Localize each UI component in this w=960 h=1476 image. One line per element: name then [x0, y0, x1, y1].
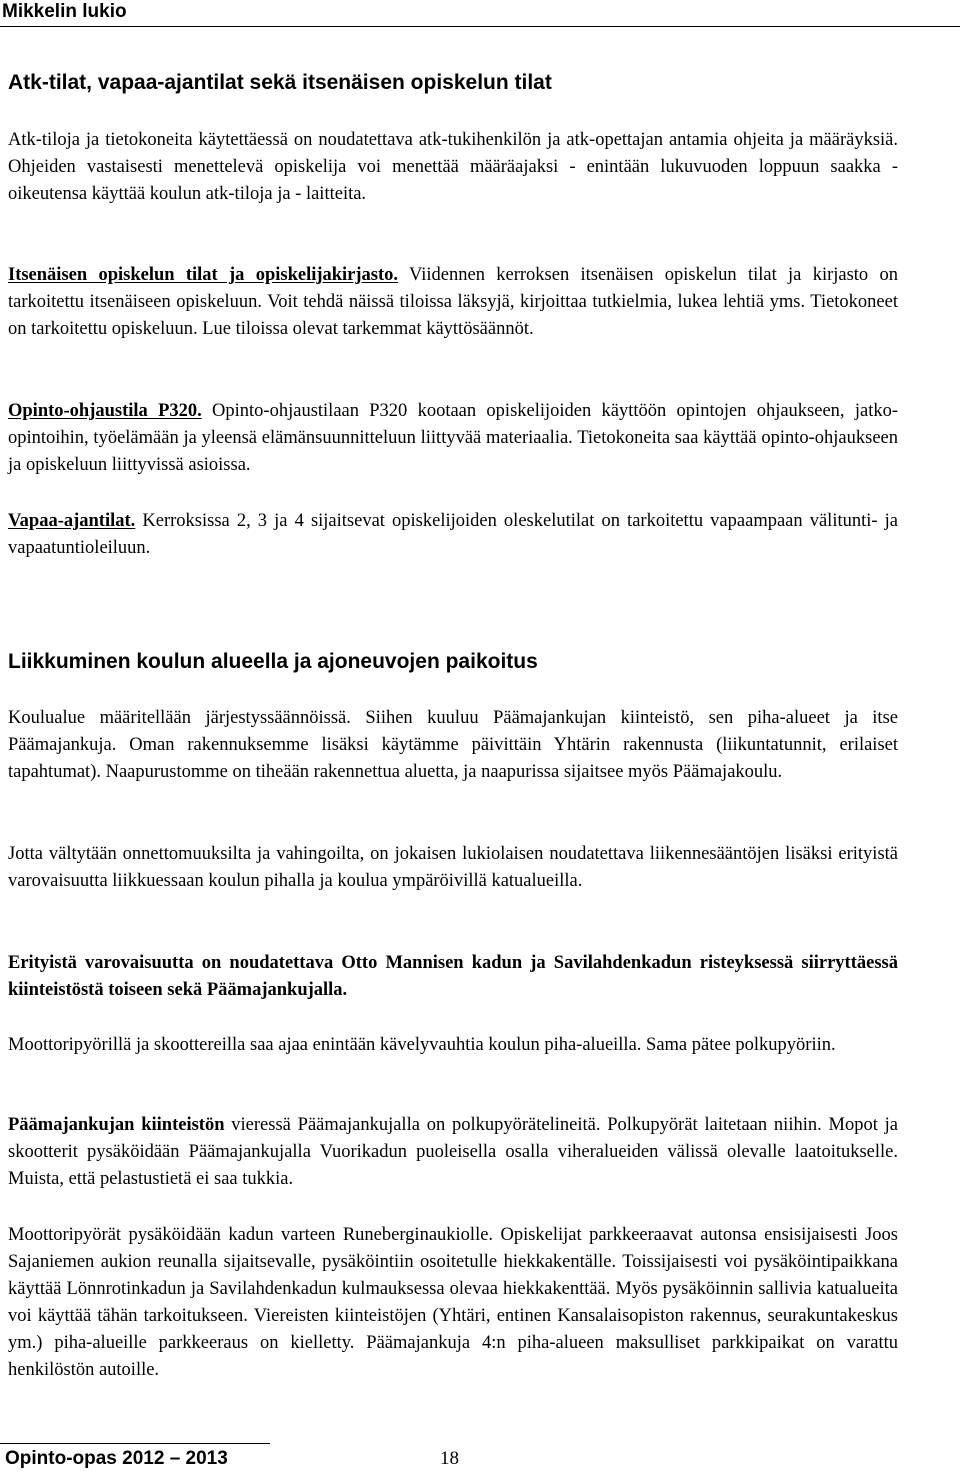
- paragraph-text: Jotta vältytään onnettomuuksilta ja vahingoilta, on jokaisen lukiolaisen noudatettava liikennesääntöjen lisäksi erityistä varovaisuutta liikkuessaan koulun pihalla ja koulua ympäröivillä katualueilla.: [8, 844, 898, 891]
- header-title: Mikkelin lukio: [2, 1, 127, 22]
- section-title-liikkuminen: Liikkuminen koulun alueella ja ajoneuvojen paikoitus: [8, 650, 538, 673]
- running-header: [0, 0, 127, 24]
- paragraph-text: Moottoripyörät pysäköidään kadun varteen Runeberginaukiolle. Opiskelijat parkkeeraavat autonsa ensisijaisesti Joos Sajaniemen aukion reunalla sijaitsevalle, pysäköintiin osoitetulle hiekkakentälle. Toissijaisesti voi pysäköintipaikkana käyttää Lönnrotinkadun ja Savilahdenkadun kulmauksessa olevaa hiekkakenttää. Myös pysäköinnin sallivia katualueita voi käyttää tähän tarkoitukseen. Viereisten kiinteistöjen (Yhtäri, entinen Kansalaisopiston rakennus, seurakuntakeskus ym.) piha-alueille parkkeeraus on kielletty. Päämajankuja 4:n piha-alueen maksulliset parkkipaikat on varattu henkilöstön autoille.: [8, 1225, 898, 1380]
- paragraph-bicycle-parking: [8, 1112, 898, 1193]
- paragraph-independent-study: [8, 262, 898, 343]
- paragraph-motorcycles: [8, 1032, 898, 1059]
- paragraph-text: Erityistä varovaisuutta on noudatettava Otto Mannisen kadun ja Savilahdenkadun risteyksessä siirryttäessä kiinteistöstä toiseen sekä Päämajankujalla.: [8, 953, 898, 1000]
- paragraph-school-area: [8, 705, 898, 786]
- paragraph-heading: Vapaa-ajantilat.: [8, 511, 136, 531]
- section-title-atk-tilat: Atk-tilat, vapaa-ajantilat sekä itsenäisen opiskelun tilat: [8, 71, 552, 94]
- paragraph-text: vieressä Päämajankujalla on polkupyörätelineitä. Polkupyörät laitetaan niihin. Mopot ja skootterit pysäköidään Päämajankujalla Vuorikadun puoleisella osalla viheralueiden välissä olevalle laatoitukselle. Muista, että pelastustietä ei saa tukkia.: [8, 1115, 898, 1189]
- page-number: 18: [440, 1448, 459, 1469]
- paragraph-atk-rules: [8, 127, 898, 208]
- paragraph-heading: Opinto-ohjaustila P320.: [8, 401, 202, 421]
- paragraph-car-parking: [8, 1222, 898, 1384]
- paragraph-text: Atk-tiloja ja tietokoneita käytettäessä on noudatettava atk-tukihenkilön ja atk-opettajan antamia ohjeita ja määräyksiä. Ohjeiden vastaisesti menettelevä opiskelija voi menettää määräajaksi - enintään lukuvuoden loppuun saakka - oikeutensa käyttää koulun atk-tiloja ja - laitteita.: [8, 130, 898, 204]
- paragraph-text: Koulualue määritellään järjestyssäännöissä. Siihen kuuluu Päämajankujan kiinteistö, sen piha-alueet ja itse Päämajankuja. Oman rakennuksemme lisäksi käytämme päivittäin Yhtärin rakennusta (liikuntatunnit, erilaiset tapahtumat). Naapurustomme on tiheään rakennettua aluetta, ja naapurissa sijaitsee myös Päämajakoulu.: [8, 708, 898, 782]
- footer-title: Opinto-opas 2012 – 2013: [5, 1448, 228, 1469]
- paragraph-text: Moottoripyörillä ja skoottereilla saa ajaa enintään kävelyvauhtia koulun piha-alueilla. Sama pätee polkupyöriin.: [8, 1035, 836, 1055]
- paragraph-heading: Itsenäisen opiskelun tilat ja opiskelijakirjasto.: [8, 265, 399, 285]
- paragraph-heading: Päämajankujan kiinteistön: [8, 1115, 225, 1135]
- header-rule: [0, 26, 960, 27]
- paragraph-safety: [8, 841, 898, 895]
- paragraph-text: Opinto-ohjaustilaan P320 kootaan opiskelijoiden käyttöön opintojen ohjaukseen, jatko-opintoihin, työelämään ja yleensä elämänsuunnitteluun liittyvää materiaalia. Tietokoneita saa käyttää opinto-ohjaukseen ja opiskeluun liittyvissä asioissa.: [8, 401, 898, 475]
- paragraph-caution-warning: [8, 950, 898, 1004]
- paragraph-text: Viidennen kerroksen itsenäisen opiskelun tilat ja kirjasto on tarkoitettu itsenäiseen opiskeluun. Voit tehdä näissä tiloissa läksyjä, kirjoittaa tutkielmia, lukea lehtiä yms. Tietokoneet on tarkoitettu opiskeluun. Lue tiloissa olevat tarkemmat käyttösäännöt.: [8, 265, 898, 339]
- paragraph-text: Kerroksissa 2, 3 ja 4 sijaitsevat opiskelijoiden oleskelutilat on tarkoitettu vapaampaan välitunti- ja vapaatuntioleiluun.: [8, 511, 898, 558]
- paragraph-leisure-rooms: [8, 508, 898, 562]
- footer-rule: [0, 1443, 270, 1444]
- paragraph-guidance-room: [8, 398, 898, 479]
